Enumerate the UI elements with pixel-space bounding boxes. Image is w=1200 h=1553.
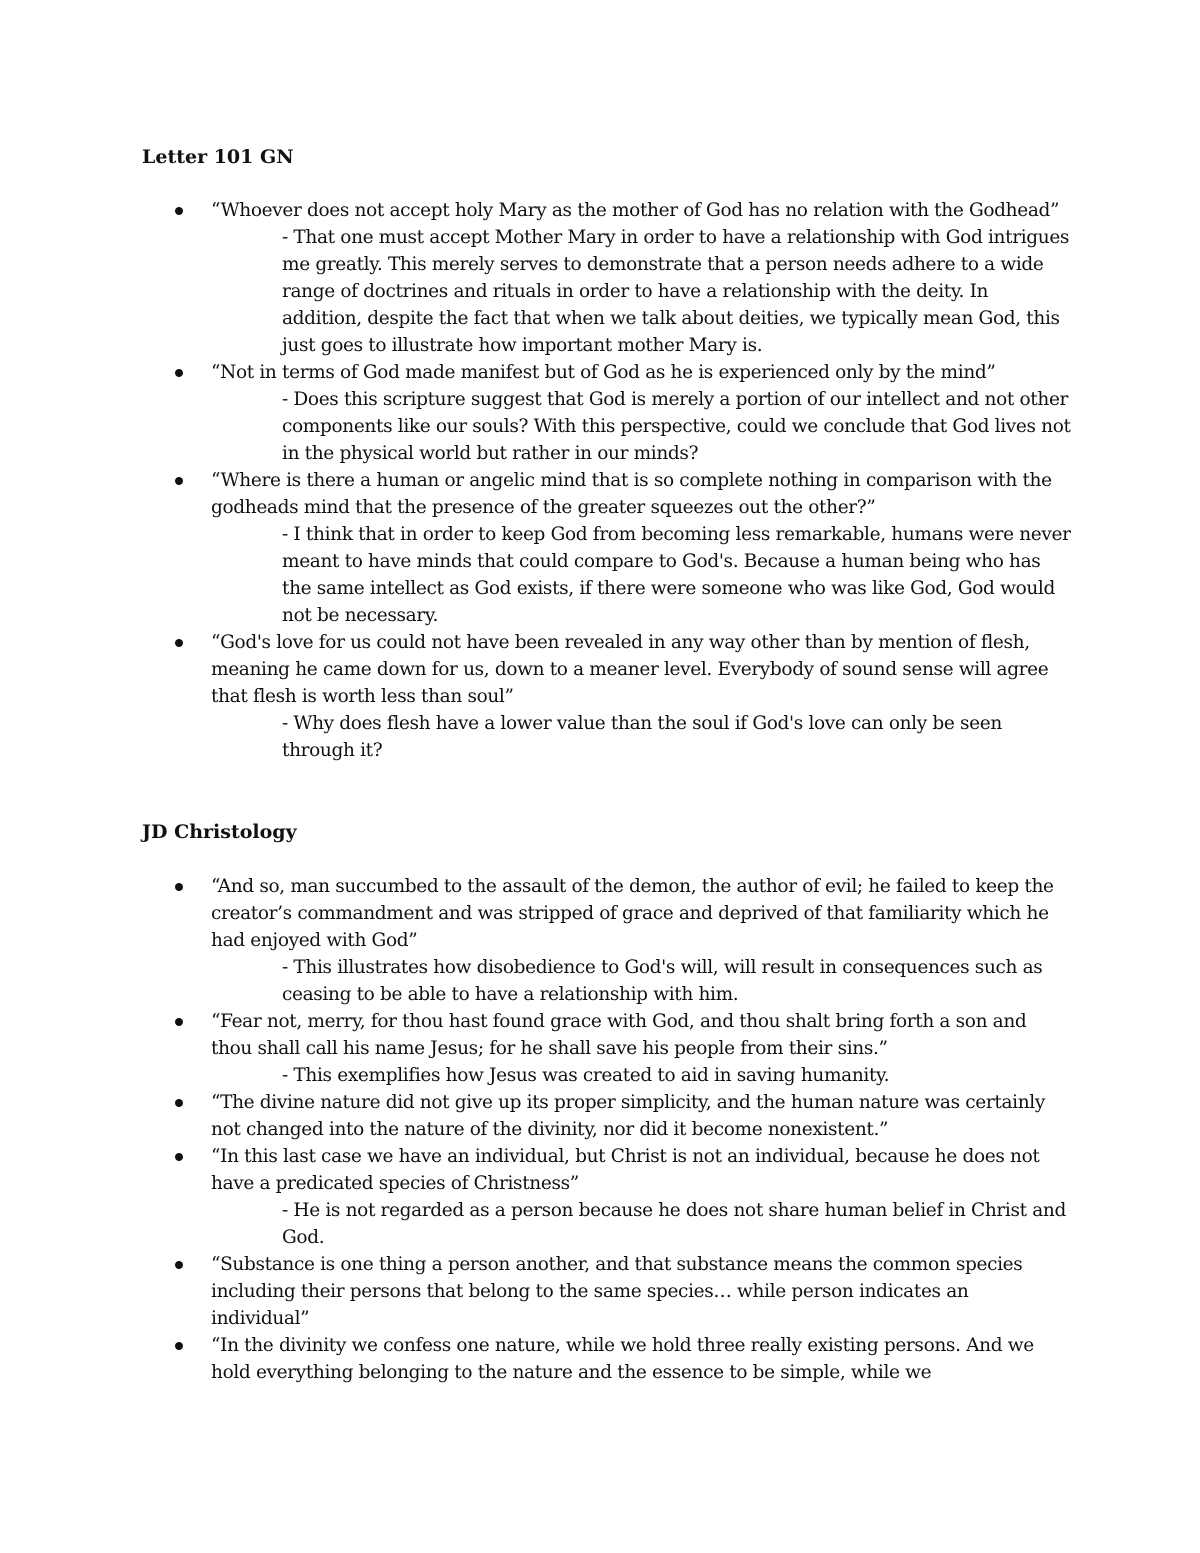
comment-text: - That one must accept Mother Mary in order to have a relationship with God intrigues me greatly. This merely serves to demonstrate that a person needs adhere to a wide range of doctrines and rituals in order to have a relationship with the deity. In addition, despite the fact that when we talk about deities, we typically mean God, this just goes to illustrate how important mother Mary is.	[282, 227, 1070, 356]
comment-text: - Why does flesh have a lower value than the soul if God's love can only be seen through it?	[282, 713, 1002, 761]
quote-text: “Where is there a human or angelic mind that is so complete nothing in comparison with the godheads mind that the presence of the greater squeezes out the other?”	[211, 470, 1052, 518]
list-item	[0, 1143, 1072, 1251]
bullet-icon	[175, 639, 183, 647]
bullet-icon	[175, 477, 183, 485]
list-item	[0, 197, 1072, 359]
comment-text: - This illustrates how disobedience to God's will, will result in consequences such as ceasing to be able to have a relationship with him.	[282, 957, 1043, 1005]
section-heading-letter-101-gn: Letter 101 GN	[142, 146, 294, 168]
bullet-icon	[175, 883, 183, 891]
bullet-icon	[175, 1261, 183, 1269]
bullet-icon	[175, 1099, 183, 1107]
comment-text: - He is not regarded as a person because he does not share human belief in Christ and God.	[282, 1200, 1066, 1248]
list-item	[0, 1008, 1072, 1089]
section-list-jd-christology	[0, 873, 1072, 1386]
bullet-icon	[175, 1153, 183, 1161]
bullet-icon	[175, 1342, 183, 1350]
section-list-letter-101-gn	[0, 197, 1072, 764]
comment-text: - This exemplifies how Jesus was created to aid in saving humanity.	[282, 1065, 890, 1086]
quote-text: “Whoever does not accept holy Mary as the mother of God has no relation with the Godhead”	[211, 200, 1060, 221]
section-heading-jd-christology: JD Christology	[142, 821, 297, 843]
comment-text: - Does this scripture suggest that God is merely a portion of our intellect and not other components like our souls? With this perspective, could we conclude that God lives not in the physical world but rather in our minds?	[282, 389, 1071, 464]
bullet-icon	[175, 207, 183, 215]
list-item	[0, 1089, 1072, 1143]
quote-text: “Substance is one thing a person another, and that substance means the common species including their persons that belong to the same species… while person indicates an individual”	[211, 1254, 1023, 1329]
quote-text: “And so, man succumbed to the assault of the demon, the author of evil; he failed to keep the creator’s commandment and was stripped of grace and deprived of that familiarity which he had enjoyed with God”	[211, 876, 1054, 951]
list-item	[0, 1251, 1072, 1332]
list-item	[0, 629, 1072, 764]
list-item	[0, 359, 1072, 467]
comment-text: - I think that in order to keep God from becoming less remarkable, humans were never meant to have minds that could compare to God's. Because a human being who has the same intellect as God exists, if there were someone who was like God, God would not be necessary.	[282, 524, 1071, 626]
quote-text: “The divine nature did not give up its proper simplicity, and the human nature was certainly not changed into the nature of the divinity, nor did it become nonexistent.”	[211, 1092, 1045, 1140]
quote-text: “In the divinity we confess one nature, while we hold three really existing persons. And we hold everything belonging to the nature and the essence to be simple, while we	[211, 1335, 1034, 1383]
list-item	[0, 1332, 1072, 1386]
quote-text: “Fear not, merry, for thou hast found grace with God, and thou shalt bring forth a son and thou shall call his name Jesus; for he shall save his people from their sins.”	[211, 1011, 1027, 1059]
quote-text: “In this last case we have an individual, but Christ is not an individual, because he does not have a predicated species of Christness”	[211, 1146, 1040, 1194]
list-item	[0, 873, 1072, 1008]
bullet-icon	[175, 369, 183, 377]
quote-text: “God's love for us could not have been revealed in any way other than by mention of flesh, meaning he came down for us, down to a meaner level. Everybody of sound sense will agree that flesh is worth less than soul”	[211, 632, 1049, 707]
bullet-icon	[175, 1018, 183, 1026]
list-item	[0, 467, 1072, 629]
quote-text: “Not in terms of God made manifest but of God as he is experienced only by the mind”	[211, 362, 996, 383]
